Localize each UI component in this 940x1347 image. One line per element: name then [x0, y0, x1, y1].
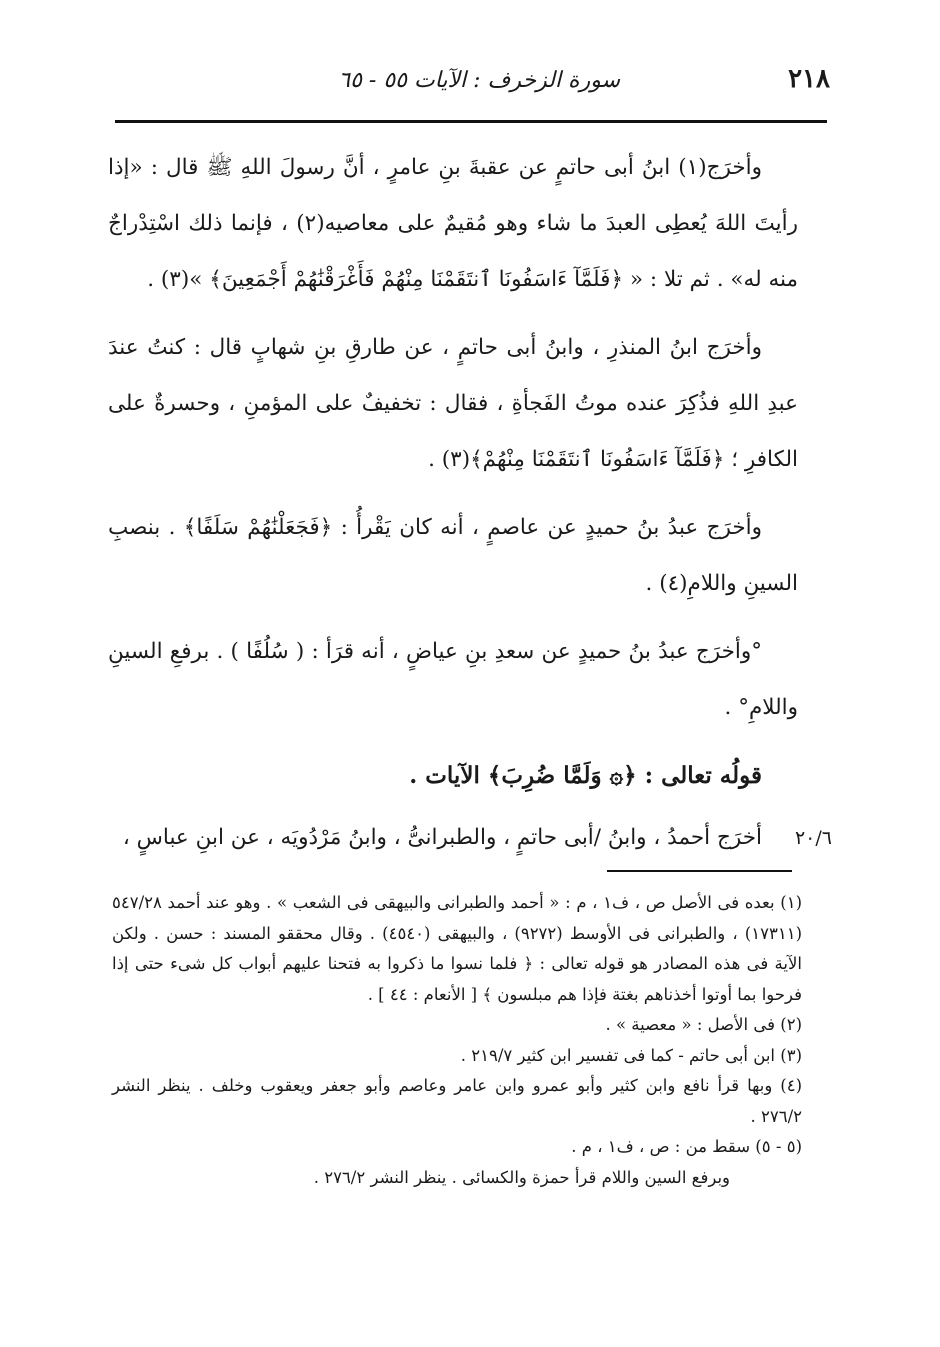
footnote-4: (٤) وبها قرأ نافع وابن كثير وأبو عمرو وابن عامر وعاصم وأبو جعفر ويعقوب وخلف . ينظر النشر ٢٧٦/٢ .	[112, 1076, 802, 1126]
margin-reference: ٢٠/٦	[794, 827, 832, 849]
header-rule	[115, 120, 827, 123]
footnote-5-continuation: وبرفع السين واللام قرأ حمزة والكسائى . ينظر النشر ٢٧٦/٢ .	[313, 1167, 730, 1187]
running-title: سورة الزخرف : الآيات ٥٥ - ٦٥	[338, 68, 620, 93]
footnote-3: (٣) ابن أبى حاتم - كما فى تفسير ابن كثير ٢١٩/٧ .	[460, 1045, 802, 1065]
footnote-5: (٥ - ٥) سقط من : ص ، ف١ ، م .	[571, 1137, 802, 1156]
footnote-rule	[607, 870, 792, 872]
paragraph-5	[108, 810, 832, 866]
paragraph-2: وأخرَج ابنُ المنذرِ ، وابنُ أبى حاتمٍ ، عن طارقِ بنِ شهابٍ قال : كنتُ عندَ عبدِ اللهِ فذُكِرَ عنده موتُ الفَجأةِ ، فقال : تخفيفٌ على المؤمنِ ، وحسرةٌ على الكافرِ ؛ ﴿فَلَمَّآ ءَاسَفُونَا ٱنتَقَمْنَا مِنْهُمْ﴾(٣) .	[108, 335, 798, 472]
main-text	[108, 140, 832, 878]
page-number: ٢١٨	[788, 64, 830, 94]
paragraph-4: °وأخرَج عبدُ بنُ حميدٍ عن سعدِ بنِ عياضٍ ، أنه قرَأ : ( سُلُفًا ) . برفعِ السينِ واللامِ° .	[108, 639, 798, 720]
page-header	[110, 62, 830, 106]
paragraph-5-text: أخرَج أحمدُ ، وابنُ /أبى حاتمٍ ، والطبرانىُّ ، وابنُ مَرْدُويَه ، عن ابنِ عباسٍ ،	[122, 825, 762, 850]
paragraph-1: وأخرَج(١) ابنُ أبى حاتمٍ عن عقبةَ بنِ عامرٍ ، أنَّ رسولَ اللهِ ﷺ قال : «إذا رأيتَ اللهَ يُعطِى العبدَ ما شاء وهو مُقيمٌ على معاصيه(٢) ، فإنما ذلك اسْتِدْراجٌ منه له» . ثم تلا : « ﴿فَلَمَّآ ءَاسَفُونَا ٱنتَقَمْنَا مِنْهُمْ فَأَغْرَقْنَٰهُمْ أَجْمَعِينَ﴾ »(٣) .	[108, 155, 798, 292]
paragraph-3: وأخرَج عبدُ بنُ حميدٍ عن عاصمٍ ، أنه كان يَقْرأُ : ﴿فَجَعَلْنَٰهُمْ سَلَفًا﴾ . بنصبِ السينِ واللامِ(٤) .	[108, 515, 798, 596]
footnote-2: (٢) فى الأصل : « معصية » .	[605, 1015, 802, 1034]
footnotes	[112, 888, 802, 1193]
verse-heading: قولُه تعالى : ﴿۞ وَلَمَّا ضُرِبَ﴾ الآيات .	[409, 762, 762, 789]
footnote-1: (١) بعده فى الأصل ص ، ف١ ، م : « أحمد والطبرانى والبيهقى فى الشعب » . وهو عند أحمد ٥٤٧/٢٨ (١٧٣١١) ، والطبرانى فى الأوسط (٩٢٧٢) ، والبيهقى (٤٥٤٠) . وقال محققو المسند : حسن . ولكن الآية فى هذه المصادر هو قوله تعالى : ﴿ فلما نسوا ما ذكروا به فتحنا عليهم أبواب كل شىء حتى إذا فرحوا بما أوتوا أخذناهم بغتة فإذا هم مبلسون ﴾ [ الأنعام : ٤٤ ] .	[112, 893, 802, 1004]
